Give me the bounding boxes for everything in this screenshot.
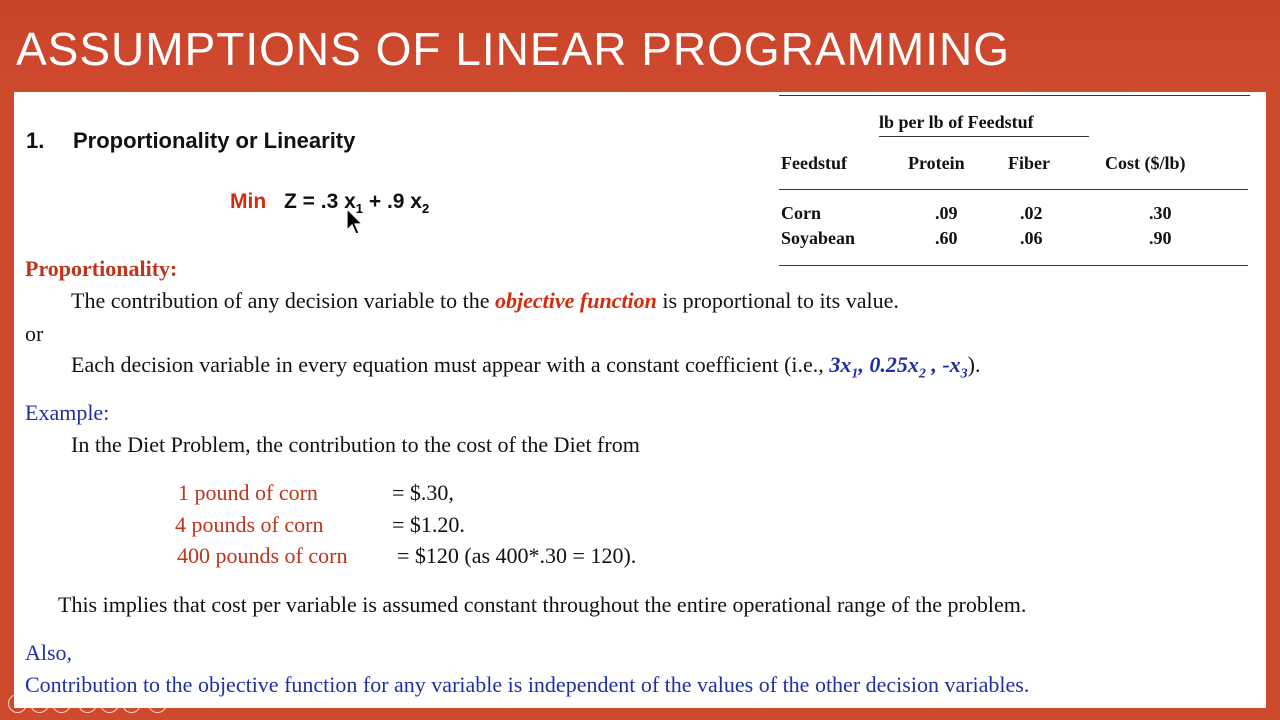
table-row-soyabean-name: Soyabean xyxy=(781,228,856,248)
table-top-rule xyxy=(779,95,1250,96)
subscript-1: 1 xyxy=(355,201,364,217)
example-value-1: = $.30, xyxy=(392,480,454,505)
table-row-soyabean-fiber: .06 xyxy=(1020,228,1043,248)
proportionality-label: Proportionality: xyxy=(25,256,178,281)
table-header-rule xyxy=(779,189,1248,190)
prev-icon[interactable]: ◀ xyxy=(8,694,27,713)
section-number: 1. xyxy=(26,128,45,153)
play-icon[interactable]: ▶ xyxy=(30,694,49,713)
copy-icon[interactable]: ❐ xyxy=(100,694,119,713)
subscript-2: 2 xyxy=(422,201,430,217)
pen-icon[interactable]: ✎ xyxy=(78,694,97,713)
line2-end: ). xyxy=(967,352,981,377)
proportionality-line-2 xyxy=(71,352,980,382)
example-qty-1: 1 pound of corn xyxy=(178,480,318,505)
mouse-cursor-icon xyxy=(346,208,366,238)
coef-3: , -x xyxy=(925,352,961,377)
table-row-corn-name: Corn xyxy=(781,203,821,223)
objective-function xyxy=(230,190,429,216)
col-header-fiber: Fiber xyxy=(1008,153,1050,173)
table-row-corn-fiber: .02 xyxy=(1020,203,1043,223)
line2-text: Each decision variable in every equation must appear with a constant coefficient (i.e., xyxy=(71,352,830,377)
table-row-soyabean-protein: .60 xyxy=(935,228,958,248)
next-icon[interactable]: ▶ xyxy=(52,694,71,713)
title-bar xyxy=(0,0,1280,90)
example-qty-2: 4 pounds of corn xyxy=(175,512,324,537)
col-header-cost: Cost ($/lb) xyxy=(1105,153,1186,173)
objective-z: Z = .3 x xyxy=(284,190,356,213)
example-label: Example: xyxy=(25,400,110,425)
table-row-soyabean-cost: .90 xyxy=(1149,228,1172,248)
proportionality-line-1 xyxy=(71,288,899,314)
table-row-corn-protein: .09 xyxy=(935,203,958,223)
or-text: or xyxy=(25,321,44,346)
implication-text: This implies that cost per variable is assumed constant throughout the entire operational range of the problem. xyxy=(58,592,1027,617)
col-header-feedstuf: Feedstuf xyxy=(781,153,847,173)
table-group-rule xyxy=(879,136,1089,137)
line1-text-b: is proportional to its value. xyxy=(656,288,899,313)
coef-1: 3x xyxy=(829,352,852,377)
coef-2: , 0.25x xyxy=(858,352,919,377)
coef-2-sub: 2 xyxy=(918,366,926,382)
table-bottom-rule xyxy=(779,265,1248,266)
objective-plus: + .9 x xyxy=(363,190,422,213)
coef-3-sub: 3 xyxy=(960,366,968,382)
section-heading: Proportionality or Linearity xyxy=(73,128,356,153)
line1-text-a: The contribution of any decision variable to the xyxy=(71,288,495,313)
coef-1-sub: 1 xyxy=(851,366,859,382)
more-icon[interactable]: ⋯ xyxy=(148,694,167,713)
also-text: Contribution to the objective function for any variable is independent of the values of the other decision variables. xyxy=(25,672,1030,697)
example-value-2: = $1.20. xyxy=(392,512,465,537)
objective-function-emphasis: objective function xyxy=(494,288,657,313)
coefficient-examples xyxy=(829,352,968,382)
zoom-icon[interactable]: ⚲ xyxy=(122,694,141,713)
example-intro: In the Diet Problem, the contribution to the cost of the Diet from xyxy=(71,432,640,457)
min-label: Min xyxy=(230,190,267,213)
example-qty-3: 400 pounds of corn xyxy=(177,543,348,568)
table-group-header: lb per lb of Feedstuf xyxy=(879,112,1034,132)
slide-title: ASSUMPTIONS OF LINEAR PROGRAMMING xyxy=(16,23,1010,75)
table-row-corn-cost: .30 xyxy=(1149,203,1172,223)
col-header-protein: Protein xyxy=(908,153,965,173)
also-label: Also, xyxy=(25,640,73,665)
example-value-3: = $120 (as 400*.30 = 120). xyxy=(397,543,637,568)
